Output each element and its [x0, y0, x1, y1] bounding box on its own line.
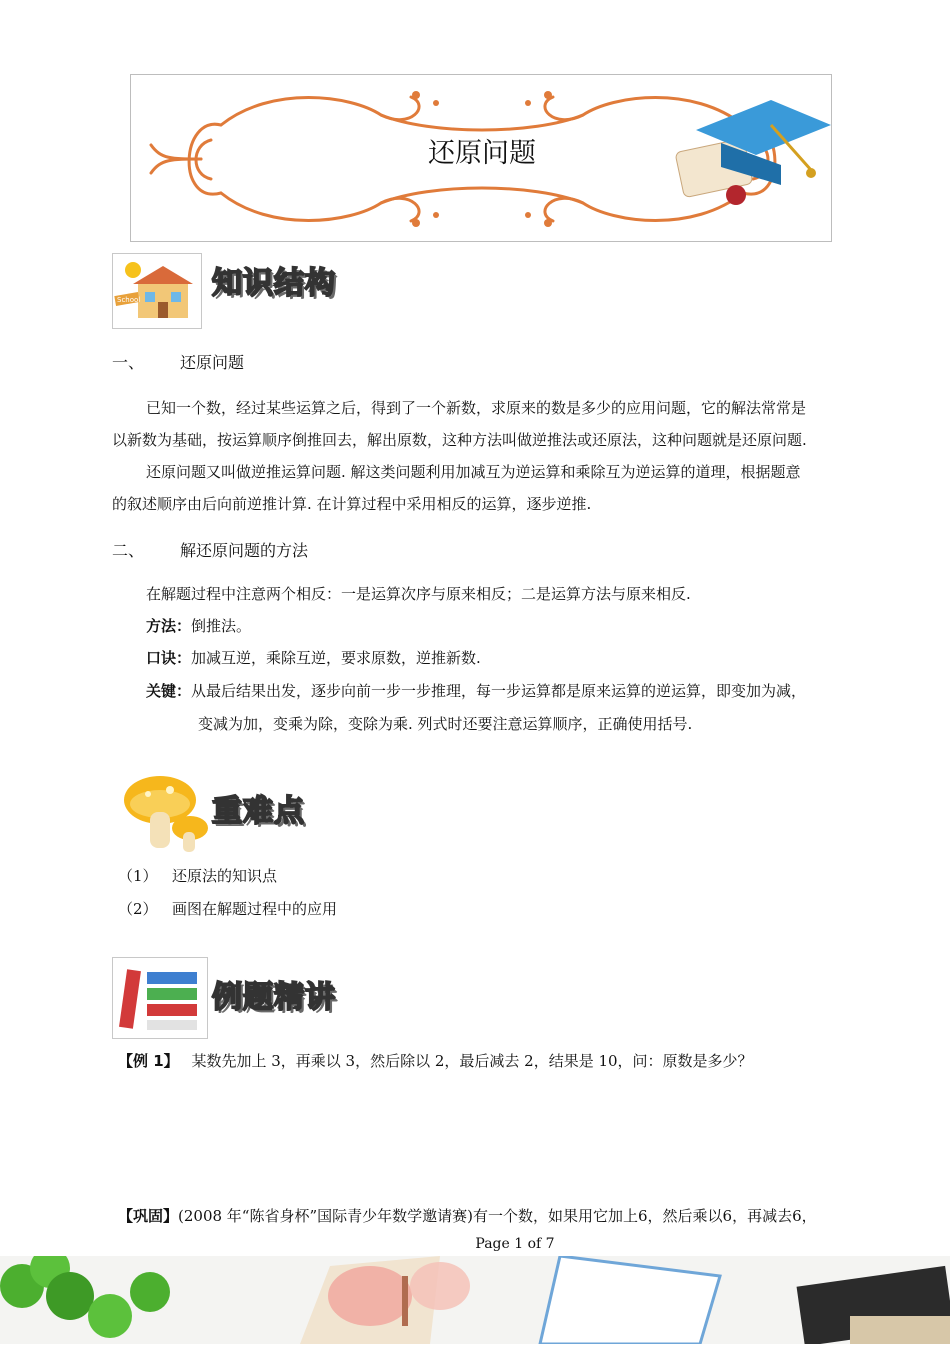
consolidate-label: 【巩固】 [118, 1207, 179, 1225]
method-line [146, 610, 251, 642]
difficulty-item-text: 还原法的知识点 [172, 867, 278, 885]
rhyme-line [146, 642, 481, 674]
method-label: 方法： [146, 617, 192, 635]
section-heading-examples: 例题精讲 [212, 980, 336, 1015]
key-text-line1: 从最后结果出发，逐步向前一步一步推理，每一步运算都是原来运算的逆运算，即变加为减， [191, 682, 807, 700]
difficulty-item [118, 860, 158, 892]
part1-title: 还原问题 [180, 353, 245, 372]
consolidate-text: (2008 年“陈省身杯”国际青少年数学邀请赛)有一个数，如果用它加上6，然后乘以6，再减去6， [178, 1207, 817, 1225]
example-1-text: 某数先加上 3，再乘以 3，然后除以 2，最后减去 2，结果是 10，问：原数是多少？ [191, 1052, 753, 1070]
footer-decoration [0, 1256, 950, 1348]
section-heading-difficulty: 重难点 [212, 794, 305, 829]
example-1-label: 【例 1】 [118, 1052, 179, 1070]
page-number: Page 1 of 7 [475, 1236, 555, 1252]
part1-para2-line1: 还原问题又叫做逆推运算问题. 解这类问题利用加减互为逆运算和乘除互为逆运算的道理，根据题意 [146, 463, 801, 481]
key-line [146, 675, 806, 707]
key-text-line2: 变减为加，变乘为除，变除为乘. 列式时还要注意运算顺序，正确使用括号. [198, 715, 693, 733]
section-heading-knowledge: 知识结构 [212, 266, 336, 301]
rhyme-label: 口诀： [146, 649, 192, 667]
consolidate [118, 1200, 817, 1232]
key-label: 关键： [146, 682, 192, 700]
part1-para1-line1: 已知一个数，经过某些运算之后，得到了一个新数，求原来的数是多少的应用问题，它的解法常常是 [146, 399, 807, 417]
part1-number: 一、 [112, 353, 145, 372]
school-house-icon [112, 253, 202, 329]
page-title: 还原问题 [428, 138, 536, 169]
mushroom-icon [118, 770, 210, 860]
part1-para1-line2: 以新数为基础，按运算顺序倒推回去，解出原数，这种方法叫做逆推法或还原法，这种问题就是还原问题. [112, 431, 807, 449]
part2-number: 二、 [112, 541, 145, 560]
difficulty-item-number: （2） [118, 900, 158, 918]
difficulty-item [118, 893, 158, 925]
svg-text:School: School [117, 296, 141, 304]
books-icon [112, 957, 208, 1039]
example-1 [118, 1045, 753, 1077]
method-text: 倒推法。 [191, 617, 252, 635]
part1-para2-line2: 的叙述顺序由后向前逆推计算. 在计算过程中采用相反的运算，逐步逆推. [112, 495, 592, 513]
difficulty-item-number: （1） [118, 867, 158, 885]
part2-intro: 在解题过程中注意两个相反：一是运算次序与原来相反；二是运算方法与原来相反. [146, 585, 691, 603]
rhyme-text: 加减互逆，乘除互逆，要求原数，逆推新数. [191, 649, 481, 667]
part2-title: 解还原问题的方法 [180, 541, 309, 560]
difficulty-item-text: 画图在解题过程中的应用 [172, 900, 338, 918]
title-banner [130, 74, 832, 242]
